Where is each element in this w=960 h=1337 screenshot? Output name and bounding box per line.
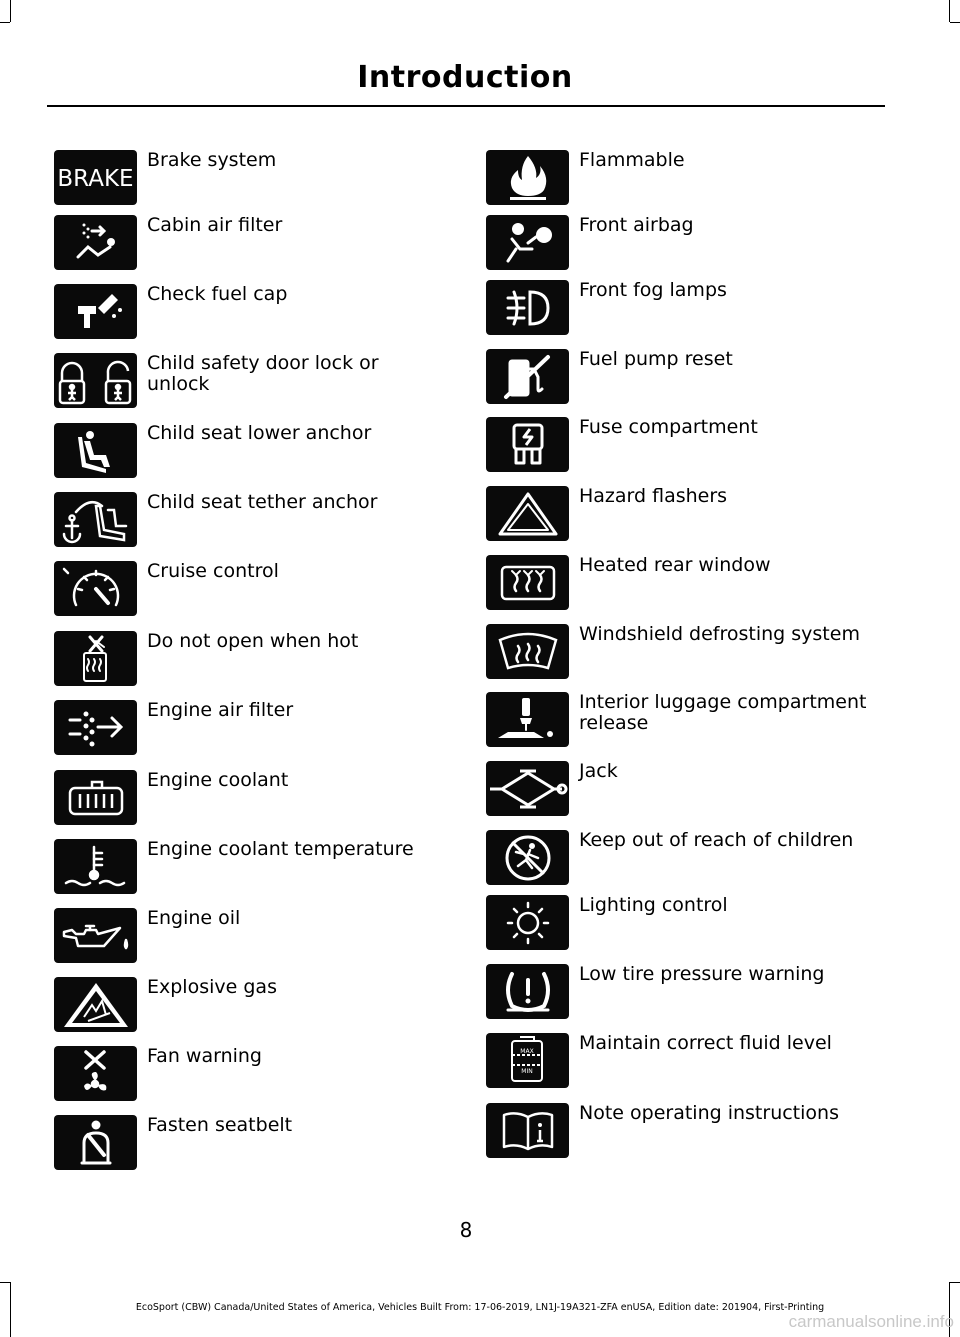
document-footer: EcoSport (CBW) Canada/United States of America, Vehicles Built From: 17-06-2019, LN1J-19A321-ZFA enUSA, Edition date: 201904, First-Printing: [135, 1302, 825, 1313]
symbol-entry: [54, 353, 454, 409]
symbol-entry: [54, 770, 454, 826]
luggage-release-icon: [486, 692, 569, 747]
fuel-pump-reset-icon: [486, 349, 569, 404]
fog-lamps-icon: [486, 280, 569, 335]
crop-mark: [949, 0, 950, 22]
symbol-label: Child safety door lock or unlock: [147, 352, 379, 395]
symbol-entry: [54, 284, 454, 340]
symbol-entry: [486, 692, 886, 748]
symbol-entry: [486, 349, 886, 405]
fuel-cap-icon: [54, 284, 137, 339]
symbol-label: Child seat tether anchor: [147, 491, 378, 513]
symbol-entry: [486, 417, 886, 473]
flammable-icon: [486, 150, 569, 205]
brake-icon-text: BRAKE: [57, 166, 134, 192]
tire-pressure-icon: [486, 964, 569, 1019]
symbol-label: Child seat lower anchor: [147, 422, 372, 444]
symbol-entry: [54, 631, 454, 687]
min-marker-text: MIN: [521, 1068, 533, 1075]
coolant-temperature-icon: [54, 839, 137, 894]
child-lock-icon: [54, 353, 137, 408]
engine-oil-icon: [54, 908, 137, 963]
symbol-entry: [486, 761, 886, 817]
cabin-air-filter-icon: [54, 215, 137, 270]
symbol-entry: [486, 1103, 886, 1159]
explosive-gas-icon: [54, 977, 137, 1032]
brake-icon: [54, 150, 137, 205]
symbol-entry: [486, 830, 886, 886]
do-not-open-hot-icon: [54, 631, 137, 686]
symbol-entry: [54, 1115, 454, 1171]
crop-mark: [950, 1282, 960, 1283]
symbol-label: Lighting control: [579, 894, 728, 916]
symbol-entry: [486, 555, 886, 611]
hazard-flashers-icon: [486, 486, 569, 541]
crop-mark: [10, 0, 11, 22]
symbol-entry: [54, 215, 454, 271]
symbol-label: Fan warning: [147, 1045, 262, 1067]
symbol-entry: [486, 964, 886, 1020]
symbol-label: Keep out of reach of children: [579, 829, 854, 851]
fuse-compartment-icon: [486, 417, 569, 472]
symbol-entry: [486, 280, 886, 336]
symbol-entry: [486, 486, 886, 542]
windshield-defrost-icon: [486, 624, 569, 679]
symbol-entry: [486, 624, 886, 680]
symbol-label: Interior luggage compartment release: [579, 691, 867, 734]
lighting-control-icon: [486, 895, 569, 950]
symbol-label: Engine air filter: [147, 699, 294, 721]
max-marker-text: MAX: [520, 1048, 534, 1055]
symbol-entry: [486, 150, 886, 206]
engine-air-filter-icon: [54, 700, 137, 755]
symbol-label: Cabin air filter: [147, 214, 283, 236]
symbol-entry: [486, 1033, 886, 1089]
symbol-label: Engine coolant temperature: [147, 838, 414, 860]
front-airbag-icon: [486, 215, 569, 270]
jack-icon: [486, 761, 569, 816]
symbol-entry: [54, 839, 454, 895]
symbol-label: Front fog lamps: [579, 279, 727, 301]
symbol-label: Fuel pump reset: [579, 348, 733, 370]
symbol-label: Cruise control: [147, 560, 279, 582]
page-number: 8: [459, 1218, 473, 1242]
crop-mark: [950, 22, 960, 23]
symbol-entry: [54, 423, 454, 479]
symbol-label: Front airbag: [579, 214, 694, 236]
child-seat-tether-icon: [54, 492, 137, 547]
symbol-label: Heated rear window: [579, 554, 771, 576]
symbol-label: Note operating instructions: [579, 1102, 839, 1124]
fan-warning-icon: [54, 1046, 137, 1101]
cruise-control-icon: [54, 561, 137, 616]
seatbelt-icon: [54, 1115, 137, 1170]
symbol-label: Fasten seatbelt: [147, 1114, 293, 1136]
heated-rear-window-icon: [486, 555, 569, 610]
page-title: Introduction: [357, 60, 573, 95]
symbol-label: Fuse compartment: [579, 416, 758, 438]
symbol-entry: [486, 895, 886, 951]
title-divider: [47, 105, 885, 107]
symbol-entry: [54, 908, 454, 964]
symbol-label: Jack: [579, 760, 618, 782]
crop-mark: [0, 22, 10, 23]
engine-coolant-icon: [54, 770, 137, 825]
symbol-label: Low tire pressure warning: [579, 963, 825, 985]
symbol-entry: [54, 492, 454, 548]
symbol-label: Maintain correct fluid level: [579, 1032, 832, 1054]
symbol-label: Windshield defrosting system: [579, 623, 860, 645]
symbol-entry: [54, 1046, 454, 1102]
symbol-entry: [54, 561, 454, 617]
fluid-level-icon: [486, 1033, 569, 1088]
symbol-entry: [54, 977, 454, 1033]
symbol-entry: [54, 700, 454, 756]
child-seat-anchor-icon: [54, 423, 137, 478]
symbol-label: Do not open when hot: [147, 630, 359, 652]
symbol-label: Flammable: [579, 149, 685, 171]
keep-away-children-icon: [486, 830, 569, 885]
symbol-label: Explosive gas: [147, 976, 277, 998]
symbol-label: Engine oil: [147, 907, 241, 929]
crop-mark: [0, 1282, 10, 1283]
symbol-label: Hazard flashers: [579, 485, 728, 507]
operating-instructions-icon: [486, 1103, 569, 1158]
symbol-entry: [54, 150, 454, 206]
symbol-label: Check fuel cap: [147, 283, 288, 305]
watermark: carmanualsonline.info: [788, 1312, 954, 1331]
symbol-label: Brake system: [147, 149, 277, 171]
symbol-entry: [486, 215, 886, 271]
symbol-label: Engine coolant: [147, 769, 289, 791]
crop-mark: [10, 1282, 11, 1337]
